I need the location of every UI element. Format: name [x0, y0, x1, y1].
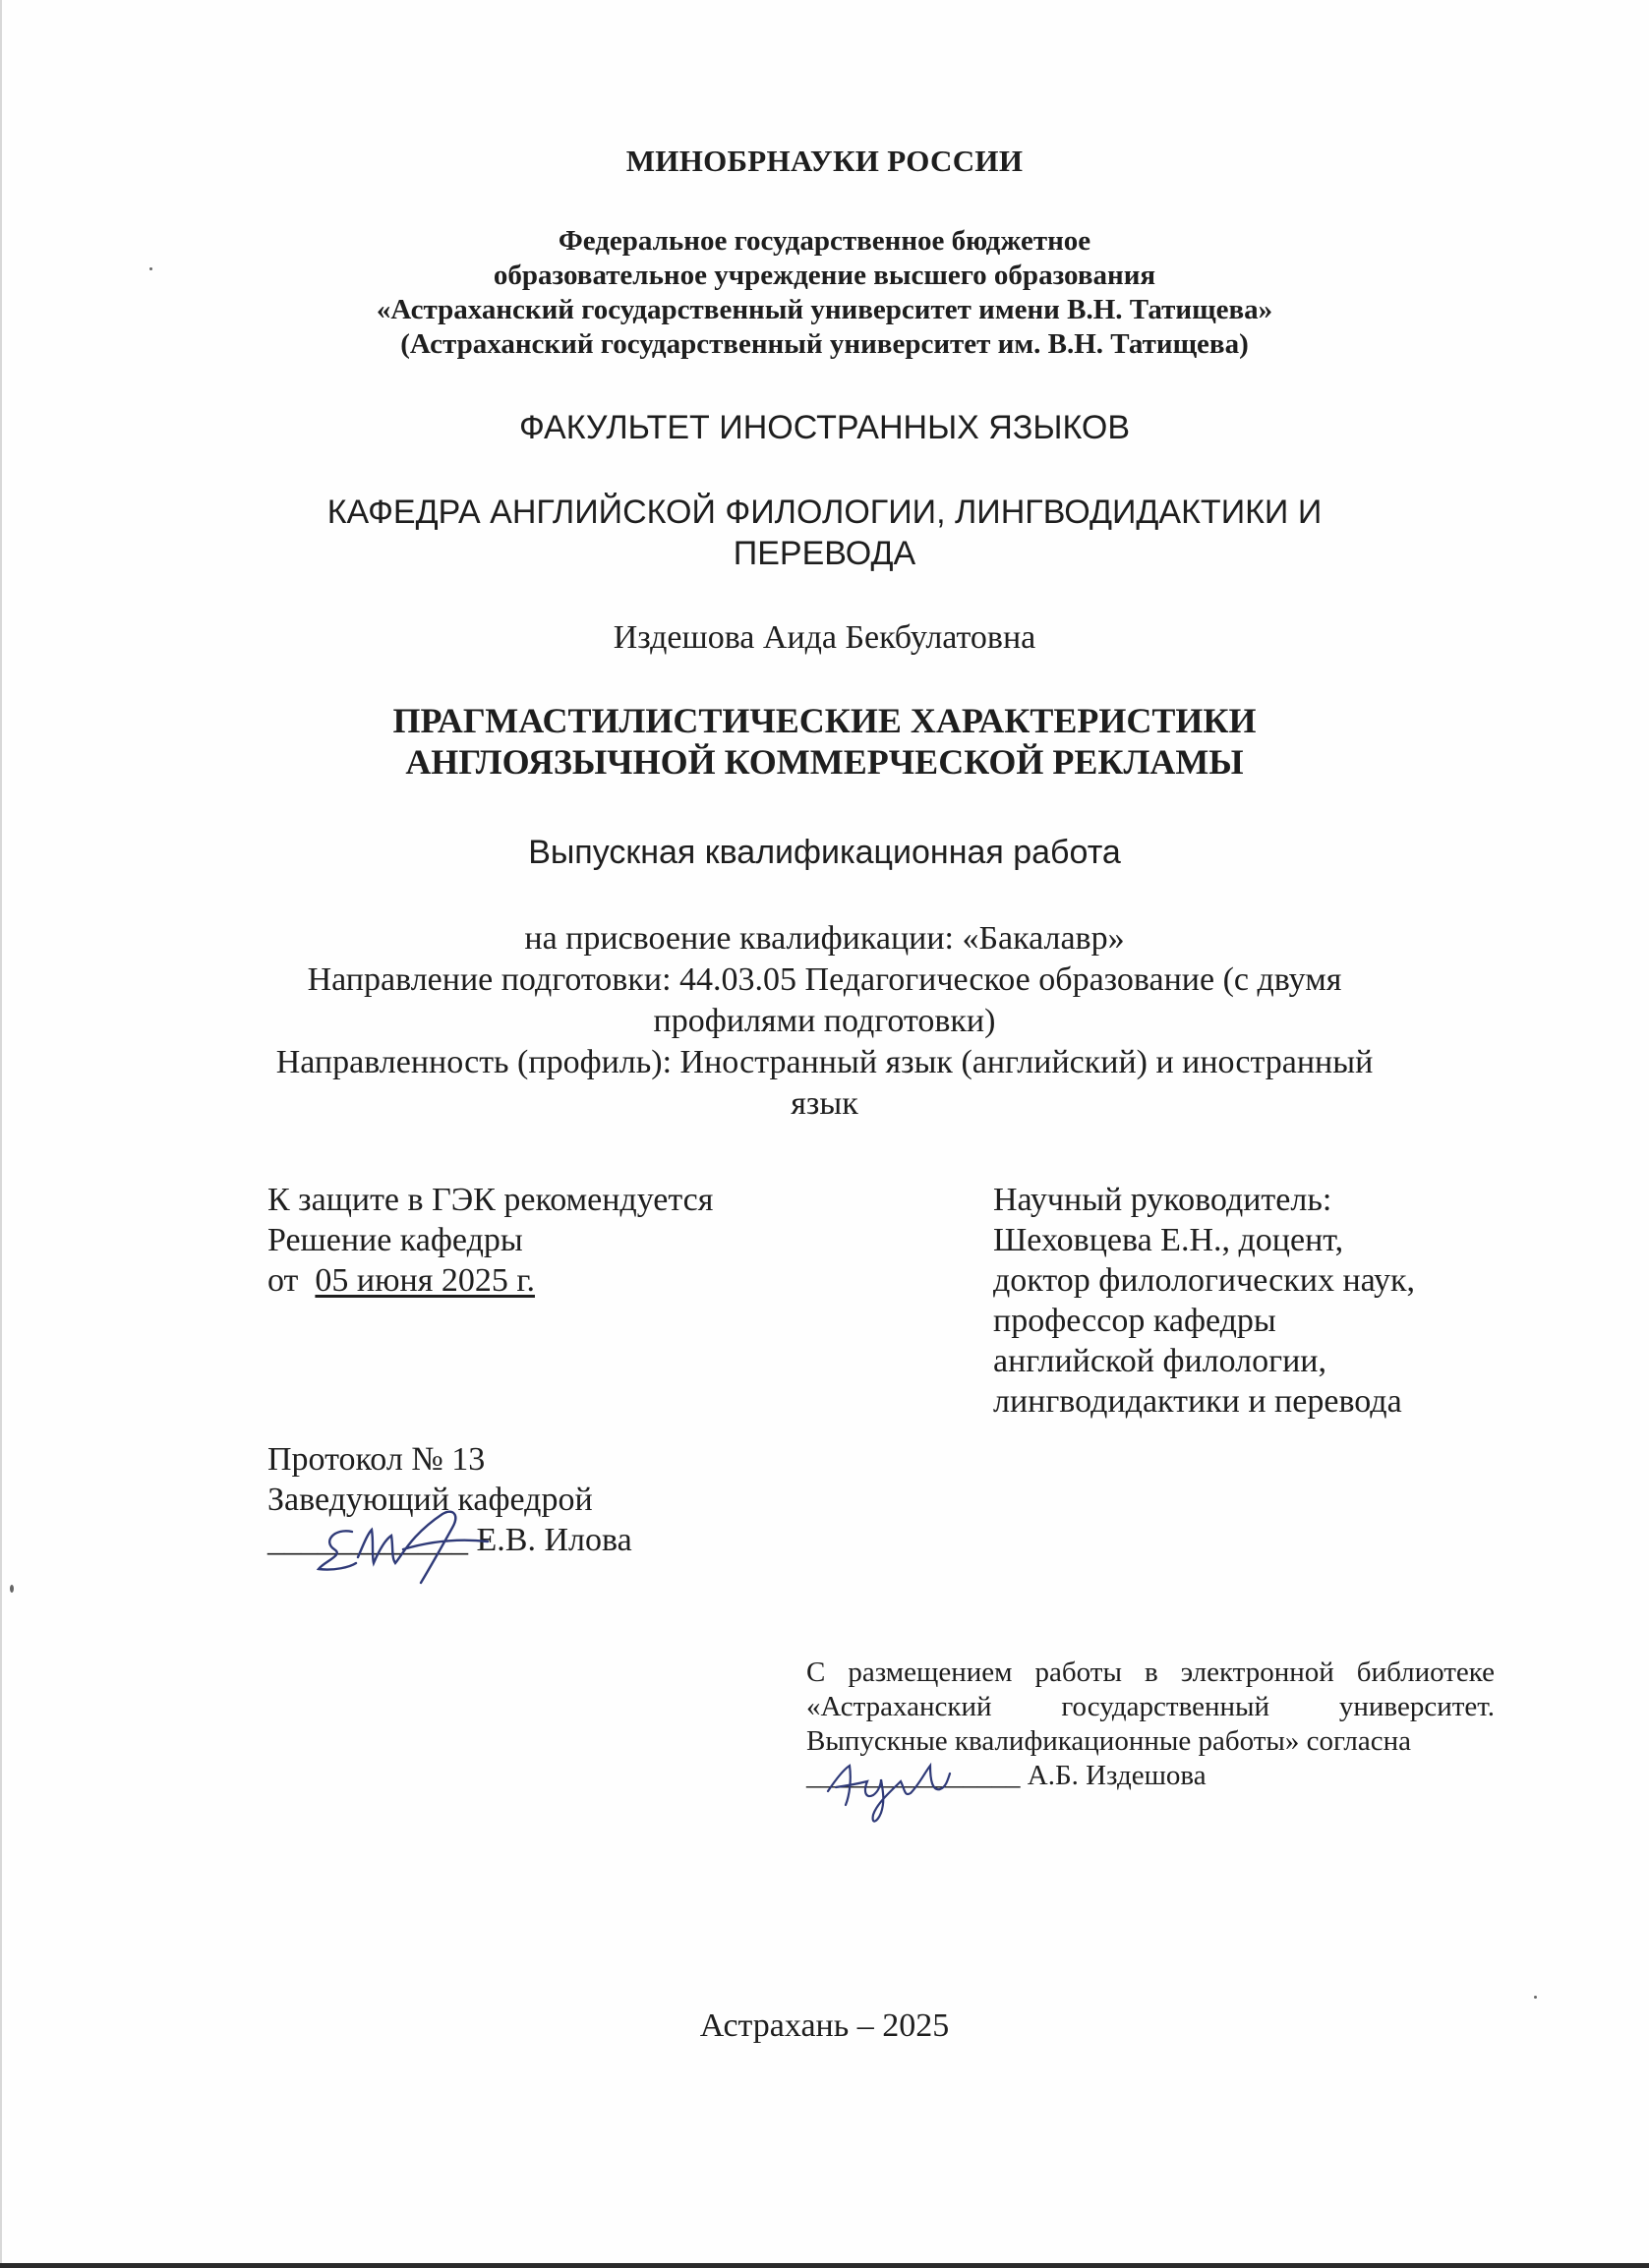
supervisor-line: Шеховцева Е.Н., доцент,	[993, 1222, 1344, 1258]
supervisor-line: доктор филологических наук,	[993, 1262, 1416, 1299]
institution-line: «Астраханский государственный университет имени В.Н. Татищева»	[376, 294, 1273, 325]
head-of-department-name: Е.В. Илова	[476, 1522, 632, 1558]
defense-date-row	[267, 1260, 535, 1301]
qualification-line: на присвоение квалификации: «Бакалавр»	[524, 920, 1125, 957]
supervisor-line: профессор кафедры	[993, 1303, 1276, 1339]
scan-speck	[1534, 1996, 1537, 1999]
consent-line: Выпускные квалификационные работы» согласна	[806, 1725, 1412, 1757]
date-prefix: от	[267, 1262, 299, 1299]
qualification-line: профилями подготовки)	[653, 1003, 996, 1039]
institution-line: (Астраханский государственный университет им. В.Н. Татищева)	[400, 328, 1249, 360]
supervisor-line: лингводидактики и перевода	[993, 1383, 1402, 1420]
supervisor-block	[993, 1180, 1415, 1422]
signature-line: _______________	[806, 1760, 1021, 1791]
signature-line: ____________	[267, 1522, 468, 1558]
institution-line: образовательное учреждение высшего образования	[493, 260, 1156, 291]
head-signature	[295, 1484, 521, 1593]
defense-recommended: К защите в ГЭК рекомендуется	[267, 1182, 714, 1218]
institution-line: Федеральное государственное бюджетное	[558, 225, 1091, 257]
qualification-line: Направленность (профиль): Иностранный язык (английский) и иностранный	[275, 1044, 1374, 1080]
faculty-name: ФАКУЛЬТЕТ ИНОСТРАННЫХ ЯЗЫКОВ	[518, 409, 1131, 446]
department-line: КАФЕДРА АНГЛИЙСКОЙ ФИЛОЛОГИИ, ЛИНГВОДИДАКТИКИ И	[326, 494, 1323, 531]
institution-block	[0, 224, 1649, 362]
defense-decision: Решение кафедры	[267, 1222, 523, 1258]
defense-date: 05 июня 2025 г.	[315, 1262, 535, 1299]
ministry-title: МИНОБРНАУКИ РОССИИ	[625, 144, 1024, 178]
protocol-number: Протокол № 13	[267, 1441, 486, 1478]
department-line: ПЕРЕВОДА	[733, 535, 916, 572]
scan-edge	[0, 2263, 1649, 2268]
qualification-line: язык	[791, 1085, 858, 1122]
thesis-title-line: АНГЛОЯЗЫЧНОЙ КОММЕРЧЕСКОЙ РЕКЛАМЫ	[405, 742, 1244, 782]
student-signature	[816, 1740, 973, 1829]
supervisor-line: английской филологии,	[993, 1343, 1326, 1379]
city-year: Астрахань – 2025	[699, 2007, 950, 2044]
consent-line: «Астраханский государственный университет.	[806, 1691, 1495, 1722]
scan-speck	[10, 1585, 14, 1593]
thesis-title-line: ПРАГМАСТИЛИСТИЧЕСКИЕ ХАРАКТЕРИСТИКИ	[392, 701, 1257, 740]
qualification-block	[0, 918, 1649, 1125]
consent-line: С размещением работы в электронной библиотеке	[806, 1657, 1495, 1688]
work-type: Выпускная квалификационная работа	[528, 834, 1121, 871]
qualification-line: Направление подготовки: 44.03.05 Педагогическое образование (с двумя	[307, 961, 1342, 998]
head-of-department-label: Заведующий кафедрой	[267, 1482, 593, 1518]
author-name: Издешова Аида Бекбулатовна	[613, 619, 1036, 656]
thesis-title	[0, 700, 1649, 783]
supervisor-line: Научный руководитель:	[993, 1182, 1332, 1218]
student-name: А.Б. Издешова	[1027, 1760, 1207, 1791]
department-name	[0, 492, 1649, 574]
